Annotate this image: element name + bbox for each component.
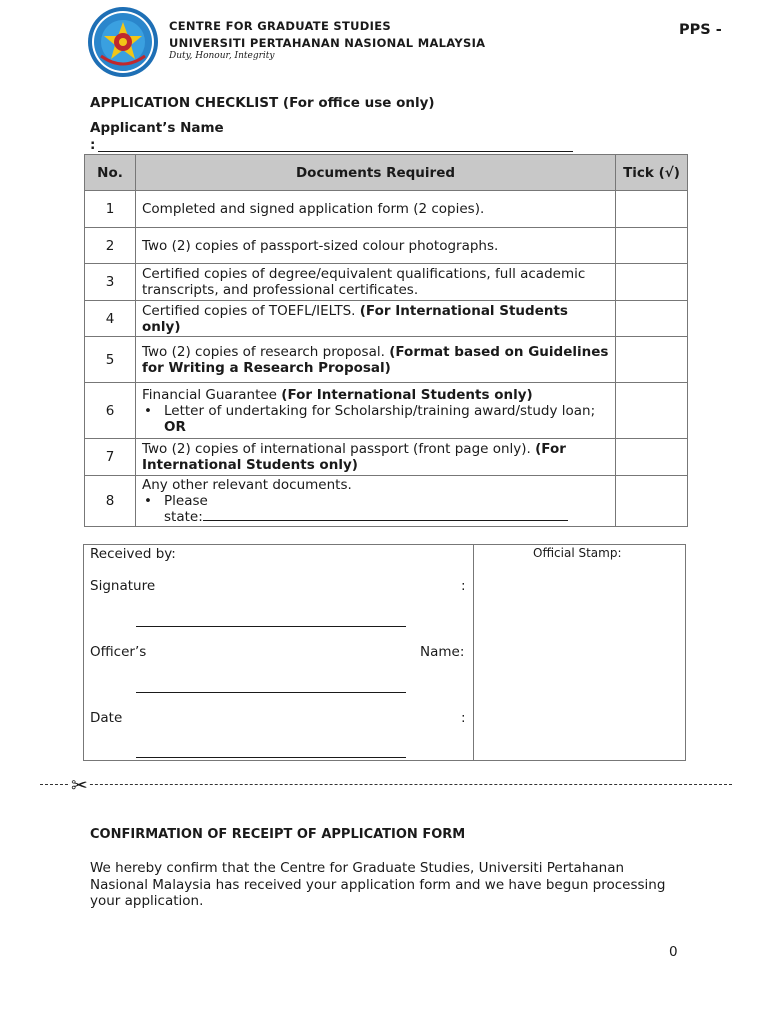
table-row	[85, 301, 688, 337]
university-motto: Duty, Honour, Integrity	[169, 51, 275, 61]
tick-box[interactable]	[616, 476, 688, 527]
documents-checklist-table	[84, 154, 688, 527]
name-label: Name:	[420, 644, 465, 660]
confirmation-title: CONFIRMATION OF RECEIPT OF APPLICATION FORM	[90, 827, 466, 842]
table-row	[85, 476, 688, 527]
university-logo	[87, 6, 159, 78]
signature-colon: :	[461, 578, 466, 594]
applicant-name-label: Applicant’s Name	[90, 120, 224, 136]
table-row	[85, 228, 688, 264]
row-number: 2	[85, 228, 136, 264]
box-divider	[473, 545, 474, 760]
list-item: • Please	[142, 493, 609, 509]
table-header-row	[85, 155, 688, 191]
row-number: 7	[85, 439, 136, 476]
tick-box[interactable]	[616, 301, 688, 337]
university-name: UNIVERSITI PERTAHANAN NASIONAL MALAYSIA	[169, 36, 486, 50]
row-document: Completed and signed application form (2 copies).	[136, 191, 616, 228]
row-number: 3	[85, 264, 136, 301]
table-row	[85, 439, 688, 476]
checklist-title: APPLICATION CHECKLIST (For office use only)	[90, 95, 435, 111]
column-header-tick: Tick (√)	[616, 155, 688, 191]
tick-box[interactable]	[616, 191, 688, 228]
table-row	[85, 264, 688, 301]
date-label: Date	[90, 710, 123, 726]
applicant-name-field[interactable]	[98, 151, 573, 152]
column-header-documents: Documents Required	[136, 155, 616, 191]
other-documents-field[interactable]	[203, 509, 568, 521]
tick-box[interactable]	[616, 439, 688, 476]
row-document: Certified copies of TOEFL/IELTS. (For International Students only)	[136, 301, 616, 337]
tick-box[interactable]	[616, 228, 688, 264]
row-number: 5	[85, 337, 136, 383]
tick-box[interactable]	[616, 383, 688, 439]
table-row	[85, 383, 688, 439]
row-document: Any other relevant documents. • Please state:	[136, 476, 616, 527]
list-item: • Letter of undertaking for Scholarship/training award/study loan; OR	[142, 403, 609, 435]
cut-line	[40, 784, 732, 785]
table-row	[85, 191, 688, 228]
row-number: 8	[85, 476, 136, 527]
row-document: Financial Guarantee (For International Students only) • Letter of undertaking for Scholarship/training award/study loan; OR	[136, 383, 616, 439]
scissors-icon: ✂	[71, 773, 88, 797]
date-colon: :	[461, 710, 466, 726]
received-by-box	[83, 544, 686, 761]
signature-field[interactable]	[136, 626, 406, 627]
officer-name-field[interactable]	[136, 692, 406, 693]
table-row	[85, 337, 688, 383]
date-field[interactable]	[136, 757, 406, 758]
official-stamp-label: Official Stamp:	[533, 546, 622, 560]
row-number: 1	[85, 191, 136, 228]
row-document: Two (2) copies of research proposal. (Format based on Guidelines for Writing a Research Proposal)	[136, 337, 616, 383]
column-header-no: No.	[85, 155, 136, 191]
tick-box[interactable]	[616, 264, 688, 301]
row-document: Two (2) copies of international passport (front page only). (For International Students only)	[136, 439, 616, 476]
row-number: 4	[85, 301, 136, 337]
row-document: Two (2) copies of passport-sized colour photographs.	[136, 228, 616, 264]
centre-name: CENTRE FOR GRADUATE STUDIES	[169, 19, 391, 33]
officers-label: Officer’s	[90, 644, 147, 660]
received-by-label: Received by:	[90, 546, 176, 562]
row-number: 6	[85, 383, 136, 439]
reference-code: PPS -	[679, 22, 722, 38]
signature-label: Signature	[90, 578, 156, 594]
page-number: 0	[669, 944, 678, 960]
confirmation-body: We hereby confirm that the Centre for Graduate Studies, Universiti Pertahanan Nasional Malaysia has received your application form and we have begun processing your application.	[90, 860, 666, 909]
row-document: Certified copies of degree/equivalent qualifications, full academic transcripts, and professional certificates.	[136, 264, 616, 301]
tick-box[interactable]	[616, 337, 688, 383]
applicant-name-colon: :	[90, 137, 96, 153]
